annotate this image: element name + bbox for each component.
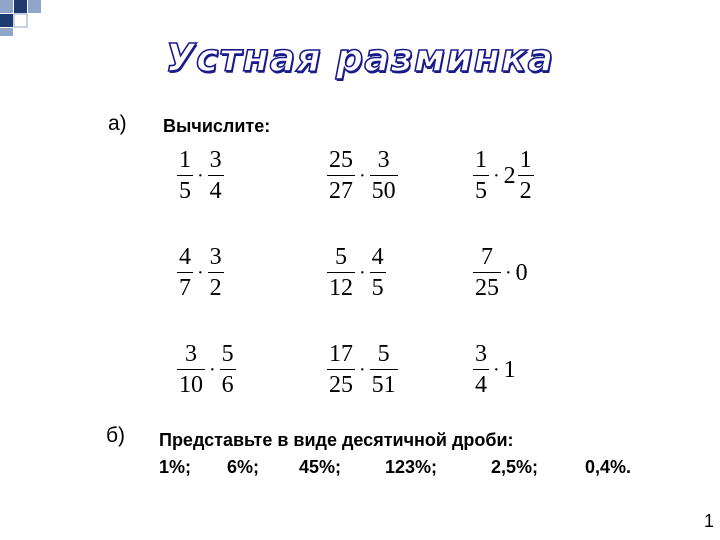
corner-decoration — [0, 0, 60, 40]
expression-3: $\frac{1}{5}$ · 2 $\frac{1}{2}$ — [475, 147, 532, 204]
percent-value: 6%; — [227, 457, 260, 477]
expression-6: $\frac{7}{25}$ · 0 — [475, 244, 528, 301]
percent-value: 0,4%. — [585, 457, 632, 477]
expression-2: $\frac{25}{27}$ · $\frac{3}{50}$ — [329, 147, 396, 204]
percent-value: 123%; — [385, 457, 438, 477]
task-b-marker: б) — [106, 424, 126, 447]
expression-9: $\frac{3}{4}$ · 1 — [475, 341, 516, 398]
percent-value: 1%; — [159, 457, 192, 477]
expression-4: $\frac{4}{7}$ · $\frac{3}{2}$ — [179, 244, 222, 301]
expression-5: $\frac{5}{12}$ · $\frac{4}{5}$ — [329, 244, 384, 301]
task-a-marker: а) — [108, 112, 127, 135]
expression-7: $\frac{3}{10}$ · $\frac{5}{6}$ — [179, 341, 234, 398]
slide-number: 1 — [703, 511, 714, 531]
slide-title: Устная разминка — [165, 36, 555, 80]
task-b-heading: Представьте в виде десятичной дроби: — [159, 430, 514, 450]
expression-8: $\frac{17}{25}$ · $\frac{5}{51}$ — [329, 341, 396, 398]
expression-1: $\frac{1}{5}$ · $\frac{3}{4}$ — [179, 147, 222, 204]
percent-list — [159, 457, 631, 478]
percent-value: 45%; — [299, 457, 342, 477]
task-a-heading: Вычислите: — [163, 116, 271, 136]
percent-value: 2,5%; — [491, 457, 539, 477]
